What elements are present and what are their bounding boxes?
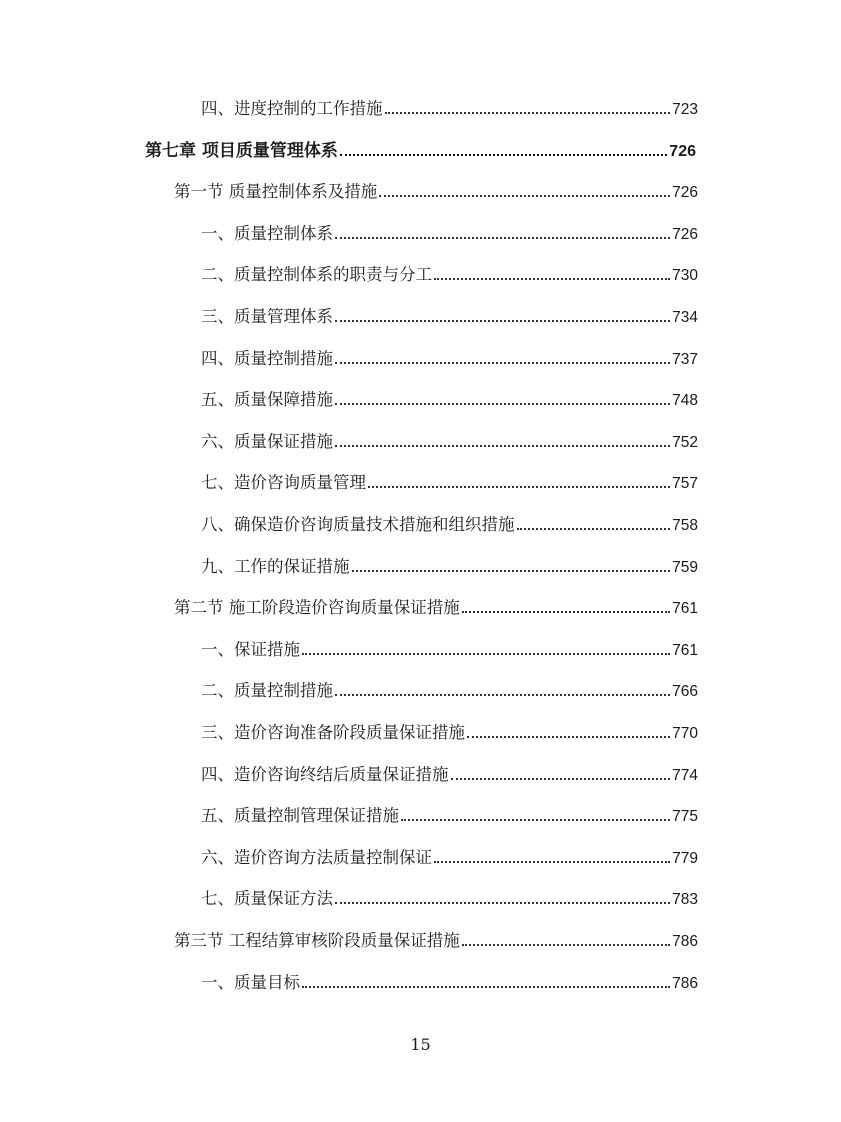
dot-leader [451, 778, 671, 780]
toc-entry-page: 766 [672, 683, 698, 701]
toc-entry-page: 757 [672, 475, 698, 493]
toc-entry-item[interactable] [201, 637, 698, 663]
toc-entry-item[interactable] [201, 262, 698, 288]
toc-entry-item[interactable] [201, 720, 698, 746]
dot-leader [434, 278, 670, 280]
dot-leader [335, 362, 670, 364]
toc-entry-item[interactable] [201, 886, 698, 912]
toc-entry-item[interactable] [201, 762, 698, 788]
toc-entry-label: 七、造价咨询质量管理 [201, 473, 366, 493]
toc-entry-page: 737 [672, 350, 698, 368]
toc-entry-page: 726 [672, 184, 698, 202]
dot-leader [385, 112, 671, 114]
toc-entry-page: 775 [672, 808, 698, 826]
toc-entry-section[interactable] [174, 928, 698, 954]
dot-leader [368, 486, 670, 488]
toc-entry-label: 一、质量目标 [201, 972, 300, 992]
toc-entry-label: 六、造价咨询方法质量控制保证 [201, 847, 432, 867]
toc-entry-page: 723 [672, 101, 698, 118]
toc-entry-label: 六、质量保证措施 [201, 431, 333, 451]
toc-entry-label: 四、质量控制措施 [201, 348, 333, 368]
dot-leader [462, 611, 670, 613]
toc-entry-label: 一、质量控制体系 [201, 223, 333, 243]
dot-leader [434, 861, 670, 863]
toc-entry-page: 726 [672, 225, 698, 243]
toc-entry-page: 752 [672, 433, 698, 451]
toc-entry-label: 第二节 施工阶段造价咨询质量保证措施 [174, 598, 460, 618]
dot-leader [335, 445, 670, 447]
dot-leader [462, 944, 670, 946]
toc-entry-chapter[interactable] [145, 138, 696, 164]
dot-leader [335, 403, 670, 405]
toc-entry-section[interactable] [174, 179, 698, 205]
toc-entry-label: 二、质量控制体系的职责与分工 [201, 265, 432, 285]
toc-entry-item[interactable] [201, 512, 698, 538]
toc-entry-label: 四、进度控制的工作措施 [201, 99, 383, 118]
toc-entry-item[interactable] [201, 470, 698, 496]
toc-entry-label: 三、质量管理体系 [201, 307, 333, 326]
toc-entry-item[interactable] [201, 346, 698, 372]
toc-entry-label: 三、造价咨询准备阶段质量保证措施 [201, 723, 465, 742]
toc-entry-page: 726 [669, 142, 696, 160]
toc-entry-page: 730 [672, 267, 698, 285]
toc-entry-item[interactable] [201, 845, 698, 871]
dot-leader [335, 237, 670, 239]
toc-entry-page: 748 [672, 392, 698, 410]
toc-entry-item[interactable] [201, 803, 698, 829]
page-number: 15 [410, 1035, 431, 1054]
toc-entry-page: 786 [672, 933, 698, 950]
toc-entry-page: 770 [672, 725, 698, 742]
toc-entry-item[interactable] [201, 96, 698, 122]
toc-entry-item[interactable] [201, 970, 698, 996]
toc-entry-label: 九、工作的保证措施 [201, 556, 350, 576]
toc-entry-page: 759 [672, 558, 698, 576]
toc-entry-label: 一、保证措施 [201, 639, 300, 659]
toc-entry-label: 第一节 质量控制体系及措施 [174, 182, 378, 202]
toc-entry-page: 761 [672, 600, 698, 618]
dot-leader [335, 320, 670, 322]
toc-entry-page: 734 [672, 309, 698, 326]
toc-entry-label: 五、质量保障措施 [201, 390, 333, 410]
toc-entry-label: 第三节 工程结算审核阶段质量保证措施 [174, 931, 460, 950]
toc-entry-label: 四、造价咨询终结后质量保证措施 [201, 764, 449, 784]
dot-leader [352, 570, 671, 572]
dot-leader [401, 819, 670, 821]
toc-entry-label: 五、质量控制管理保证措施 [201, 806, 399, 826]
toc-entry-page: 786 [672, 974, 698, 992]
dot-leader [379, 195, 670, 197]
toc-entry-page: 761 [672, 641, 698, 659]
toc-entry-item[interactable] [201, 429, 698, 455]
dot-leader [335, 694, 670, 696]
dot-leader [335, 902, 670, 904]
toc-entry-label: 第七章 项目质量管理体系 [145, 140, 338, 161]
toc-entry-page: 779 [672, 849, 698, 867]
toc-entry-section[interactable] [174, 595, 698, 621]
toc-entry-item[interactable] [201, 678, 698, 704]
toc-entry-label: 二、质量控制措施 [201, 681, 333, 701]
dot-leader [302, 986, 670, 988]
toc-entry-item[interactable] [201, 554, 698, 580]
toc-entry-item[interactable] [201, 387, 698, 413]
toc-entry-item[interactable] [201, 304, 698, 330]
toc-entry-item[interactable] [201, 221, 698, 247]
dot-leader [302, 653, 670, 655]
toc-entry-page: 783 [672, 891, 698, 909]
dot-leader [340, 154, 667, 156]
dot-leader [467, 736, 670, 738]
dot-leader [517, 528, 671, 530]
toc-entry-label: 七、质量保证方法 [201, 889, 333, 909]
toc-entry-page: 758 [672, 517, 698, 534]
toc-entry-page: 774 [672, 766, 698, 784]
toc-entry-label: 八、确保造价咨询质量技术措施和组织措施 [201, 515, 515, 534]
